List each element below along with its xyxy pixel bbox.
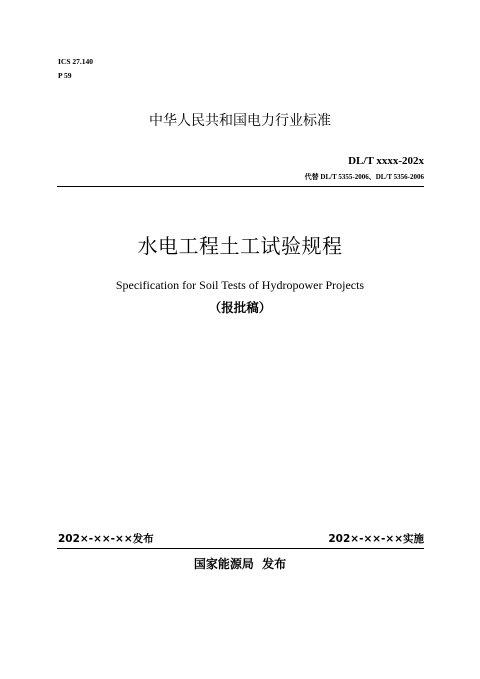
top-divider (57, 186, 424, 187)
standard-number: DL/T xxxx-202x (348, 155, 424, 167)
ics-code: ICS 27.140 (58, 57, 94, 66)
english-title: Specification for Soil Tests of Hydropower Projects (115, 278, 365, 292)
document-title: 水电工程土工试验规程 (137, 234, 343, 258)
industry-standard-heading: 中华人民共和国电力行业标准 (149, 113, 331, 129)
bottom-divider (57, 548, 424, 549)
issue-date: 202×-××-××发布 (58, 533, 154, 545)
replaced-standards: 代替 DL/T 5355-2006、DL/T 5356-2006 (304, 173, 424, 181)
ccs-code: P 59 (58, 71, 72, 80)
implementation-date: 202×-××-××实施 (328, 533, 424, 545)
draft-status: （报批稿） (208, 300, 272, 315)
publisher: 国家能源局 发布 (193, 557, 287, 571)
